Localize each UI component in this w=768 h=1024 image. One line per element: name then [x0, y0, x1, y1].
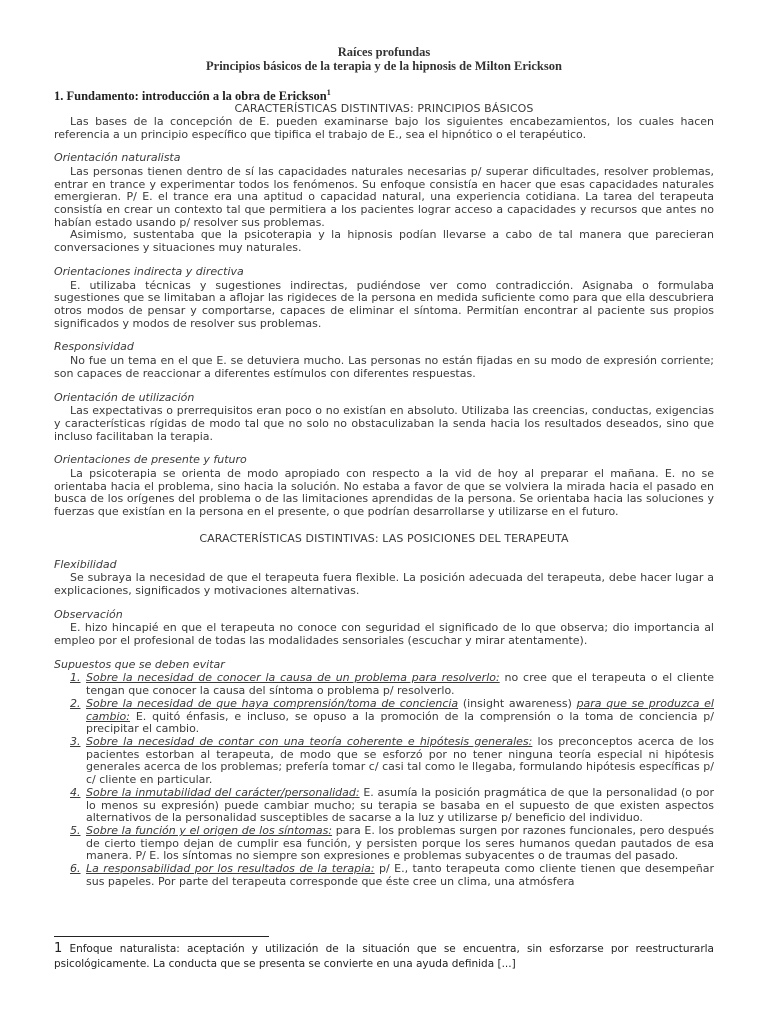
caps-heading-posiciones: CARACTERÍSTICAS DISTINTIVAS: LAS POSICIONES DEL TERAPEUTA [199, 531, 569, 545]
supuesto-number: 4. [70, 785, 81, 799]
supuesto-number: 6. [70, 862, 81, 876]
supuesto-lead: Sobre la función y el origen de los síntomas: [86, 823, 333, 837]
section [54, 454, 714, 519]
supuesto-text: para E. los problemas surgen por razones funcionales, pero después de cierto tiempo dejan de cumplir esa función, y persisten porque los seres humanos quedan pautados de esa manera. P/ E. los síntomas no siempre son expresiones e problemas subyacentes o de traumas del pasado. [86, 823, 714, 863]
document-subtitle: Principios básicos de la terapia y de la hipnosis de Milton Erickson [206, 59, 562, 73]
document-body [54, 45, 714, 888]
section [54, 266, 714, 331]
section [54, 392, 714, 444]
supuesto-text: E. quitó énfasis, e incluso, se opuso a la promoción de la comprensión o la toma de conciencia p/ precipitar el cambio. [86, 709, 714, 736]
supuesto-item [70, 785, 715, 825]
sections-posiciones [54, 559, 714, 648]
supuestos-title: Supuestos que se deben evitar [54, 657, 225, 671]
supuesto-item [70, 671, 714, 698]
supuesto-item [70, 734, 714, 787]
supuesto-item [70, 862, 714, 888]
supuesto-number: 2. [70, 696, 81, 710]
supuesto-lead-continued: para que se produzca el cambio: [86, 696, 714, 723]
supuestos-list [54, 672, 714, 888]
sections-principios [54, 152, 714, 519]
document-title: Raíces profundas [337, 45, 431, 59]
section-paragraph: Asimismo, sustentaba que la psicoterapia y la hipnosis podían llevarse a cabo de tal manera que parecieran conversaciones y situaciones muy naturales. [54, 228, 714, 255]
supuesto-text: p/ E., tanto terapeuta como cliente tienen que desempeñar sus papeles. Por parte del terapeuta corresponde que éste cree un clima, una atmósfera [86, 862, 714, 888]
section-paragraph: E. hizo hincapié en que el terapeuta no conoce con seguridad el significado de lo que observa; dio importancia al empleo por el profesional de todas las modalidades sensoriales (escuchar y mirar atentamente). [54, 621, 714, 648]
supuesto-number: 5. [70, 823, 81, 837]
supuesto-lead: Sobre la necesidad de contar con una teoría coherente e hipótesis generales: [86, 734, 533, 748]
section-title: Flexibilidad [54, 557, 117, 571]
footnote-number: 1 [54, 941, 63, 956]
section-paragraph: No fue un tema en el que E. se detuviera mucho. Las personas no están fijadas en su modo de expresión corriente; son capaces de reaccionar a diferentes estímulos con diferentes respuestas. [54, 354, 714, 380]
title-block [54, 45, 714, 73]
supuesto-extra: (insight awareness) [458, 696, 577, 710]
section-paragraph: Se subraya la necesidad de que el terapeuta fuera flexible. La posición adecuada del terapeuta, debe hacer lugar a explicaciones, significados y motivaciones alternativas. [54, 571, 714, 597]
footnote-ref: 1 [326, 88, 331, 97]
supuesto-lead: Sobre la inmutabilidad del carácter/personalidad: [86, 785, 360, 799]
supuesto-lead: La responsabilidad por los resultados de la terapia: [86, 862, 375, 876]
section-paragraph: Las expectativas o prerrequisitos eran poco o no existían en absoluto. Utilizaba las creencias, conductas, exigencias y características rígidas de modo tal que no solo no obstaculizaban la senda hacia los resultados deseados, sino que incluso facilitaban la terapia. [54, 404, 714, 443]
section-title: Orientación naturalista [54, 151, 181, 165]
section [54, 609, 714, 648]
footnote-divider [54, 936, 269, 937]
supuesto-item [70, 823, 714, 863]
supuesto-text: los preconceptos acerca de los pacientes estorban al terapeuta, de modo que se esforzó por no tener ninguna teoría especial ni hipótesis generales acerca de los problemas; prefería tomar c/ casi tal como le llegaba, formulando hipótesis específicas p/ c/ cliente en particular. [86, 734, 714, 787]
caps-heading-principios: CARACTERÍSTICAS DISTINTIVAS: PRINCIPIOS BÁSICOS [234, 102, 534, 116]
section [54, 341, 714, 380]
section-title: Orientación de utilización [54, 390, 195, 404]
intro-paragraph: Las bases de la concepción de E. pueden examinarse bajo los siguientes encabezamientos, los cuales hacen referencia a un principio específico que tipifica el trabajo de E., sea el hipnótico o el terapéutico. [54, 114, 714, 141]
supuesto-text: no cree que el terapeuta o el cliente tengan que conocer la causa del síntoma o problema p/ resolverlo. [86, 671, 714, 698]
supuesto-lead: Sobre la necesidad de conocer la causa de un problema para resolverlo: [86, 671, 500, 685]
footnote-text: Enfoque naturalista: aceptación y utilización de la situación que se encuentra, sin esforzarse por reestructurarla psicológicamente. La conducta que se presenta se convierte en una ayuda definida [...] [54, 943, 714, 970]
section-paragraph: Las personas tienen dentro de sí las capacidades naturales necesarias p/ superar dificultades, resolver problemas, entrar en trance y experimentar todos los fenómenos. Su enfoque consistía en hacer que esas capacidades naturales emergieran. P/ E. el trance era una aptitud o capacidad natural, una experiencia cotidiana. La tarea del terapeuta consistía en crear un contexto tal que permitiera a los pacientes lograr acceso a capacidades y recursos que antes no habían estado usando p/ resolver sus problemas. [54, 164, 714, 229]
supuesto-text: E. asumía la posición pragmática de que la personalidad (o por lo menos su expresión) puede cambiar mucho; su terapia se basaba en el supuesto de que existen aspectos alternativos de la personalidad susceptibles de sacarse a la luz y utilizarse p/ beneficio del individuo. [86, 785, 715, 825]
section-title: Responsividad [54, 340, 134, 354]
section-heading-text: 1. Fundamento: introducción a la obra de Erickson [54, 89, 327, 104]
section-heading [54, 86, 714, 103]
section [54, 559, 714, 598]
section [54, 152, 714, 255]
section-title: Observación [54, 607, 123, 621]
supuestos-section [54, 659, 714, 889]
supuesto-lead: Sobre la necesidad de que haya comprensión/toma de conciencia [86, 696, 459, 710]
section-title: Orientaciones indirecta y directiva [54, 264, 244, 278]
supuesto-item [70, 696, 714, 736]
section-paragraph: La psicoterapia se orienta de modo apropiado con respecto a la vid de hoy al preparar el mañana. E. no se orientaba hacia el problema, sino hacia la solución. No estaba a favor de que se volviera la mirada hacia el pasado en busca de los orígenes del problema o de las limitaciones aprendidas de la persona. Se orientaba hacia las soluciones y fuerzas que existían en la persona en el presente, o que podrían desarrollarse y utilizarse en el futuro. [54, 467, 714, 519]
section-paragraph: E. utilizaba técnicas y sugestiones indirectas, pudiéndose ver como contradicción. Asignaba o formulaba sugestiones que se limitaban a aflojar las rigideces de la persona en medida suficiente como para que ella descubriera otros modos de pensar y comportarse, capaces de eliminar el síntoma. Permitían encontrar al paciente sus propios significados y modos de resolver sus problemas. [54, 278, 714, 330]
supuesto-number: 3. [70, 734, 81, 748]
footnote [54, 941, 714, 972]
section-title: Orientaciones de presente y futuro [54, 453, 247, 467]
supuesto-number: 1. [70, 671, 81, 685]
